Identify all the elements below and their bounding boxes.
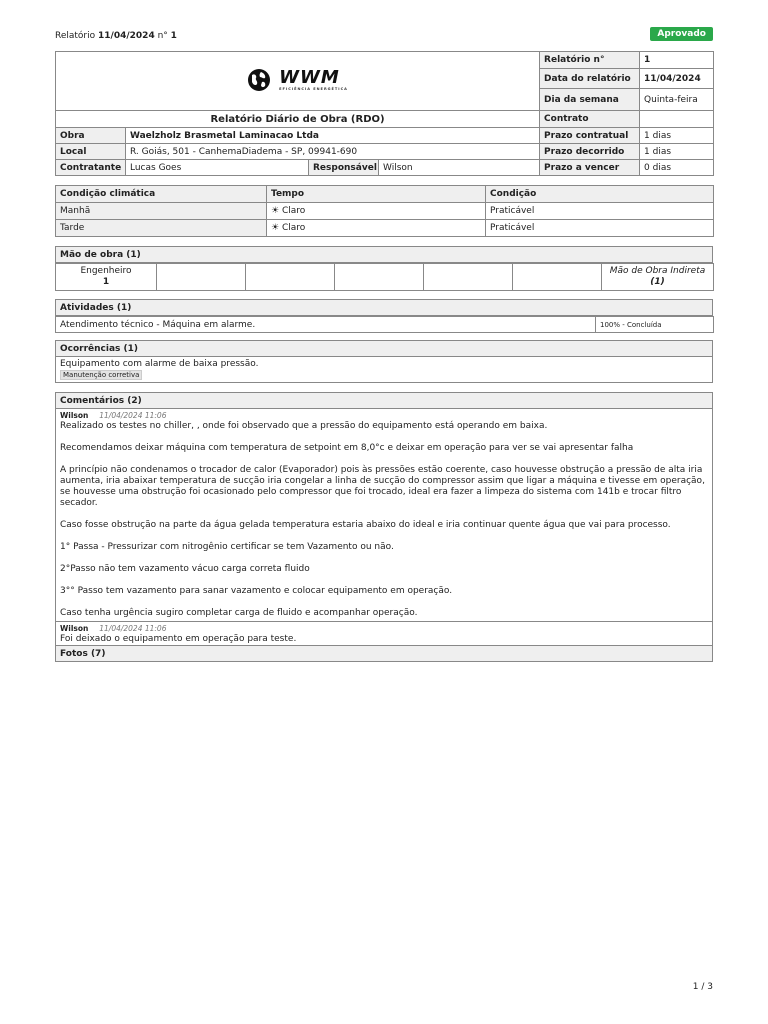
comment-paragraph: Caso tenha urgência sugiro completar carga de fluido e acompanhar operação. (60, 608, 418, 618)
info-value-data: 11/04/2024 (640, 69, 714, 89)
comment-paragraph: Caso fosse obstrução na parte da água gelada temperatura estaria abaixo do ideal e iria continuar quente água que vai para processo. (60, 520, 671, 530)
labor-indirect-label: Mão de Obra Indireta (609, 266, 706, 276)
labor-empty-cell (335, 264, 424, 291)
logo-name: WWM (279, 66, 340, 88)
labor-indirect-count: (1) (650, 277, 665, 287)
weather-condicao-afternoon: Praticável (486, 220, 714, 237)
contratante-value: Lucas Goes (126, 160, 309, 176)
report-title: Relatório Diário de Obra (RDO) (56, 111, 540, 128)
photos-section (55, 645, 713, 662)
obra-label: Obra (56, 128, 126, 144)
activities-title: Atividades (1) (55, 299, 713, 316)
activity-text: Atendimento técnico - Máquina em alarme. (56, 317, 596, 333)
header-number: 1 (170, 31, 177, 41)
header-prefix: Relatório (55, 31, 96, 41)
company-logo (247, 68, 348, 92)
comment-time: 11/04/2024 11:06 (99, 624, 167, 633)
weather-tempo-morning (267, 203, 486, 220)
occurrence-item (55, 357, 713, 383)
local-label: Local (56, 144, 126, 160)
weather-header-condicao-climatica: Condição climática (56, 186, 267, 203)
info-label-prazo-contratual: Prazo contratual (540, 128, 640, 144)
report-header-line (55, 31, 177, 41)
info-label-dia: Dia da semana (540, 89, 640, 111)
sun-icon: ☀ (271, 206, 280, 216)
activities-section (55, 299, 713, 333)
weather-tempo-afternoon-text: Claro (281, 223, 306, 233)
comment-item (55, 409, 713, 622)
info-label-relatorio: Relatório n° (540, 52, 640, 69)
comment-text (60, 634, 708, 645)
info-value-dia: Quinta-feira (640, 89, 714, 111)
weather-tempo-afternoon (267, 220, 486, 237)
comment-text (60, 421, 708, 619)
info-label-prazo-decorrido: Prazo decorrido (540, 144, 640, 160)
comment-author: Wilson (60, 624, 89, 633)
comment-time: 11/04/2024 11:06 (99, 411, 167, 420)
report-info-table (55, 51, 713, 176)
labor-indirect (602, 264, 714, 291)
info-label-data: Data do relatório (540, 69, 640, 89)
responsavel-label: Responsável (309, 160, 379, 176)
page-number: 1 / 3 (692, 982, 713, 992)
occurrence-tag: Manutenção corretiva (60, 370, 142, 380)
labor-item-engenheiro (56, 264, 157, 291)
activity-status: 100% - Concluída (596, 317, 714, 333)
contratante-label: Contratante (56, 160, 126, 176)
weather-header-condicao: Condição (486, 186, 714, 203)
logo-tagline: EFICIÊNCIA ENERGÉTICA (279, 86, 348, 91)
labor-section (55, 246, 713, 291)
labor-empty-cell (513, 264, 602, 291)
info-value-prazo-vencer: 0 dias (640, 160, 714, 176)
weather-table (55, 185, 713, 237)
comment-paragraph: 2°Passo não tem vazamento vácuo carga correta fluido (60, 564, 310, 574)
weather-condicao-morning: Praticável (486, 203, 714, 220)
info-value-relatorio: 1 (640, 52, 714, 69)
sun-icon: ☀ (271, 223, 280, 233)
info-value-prazo-contratual: 1 dias (640, 128, 714, 144)
comments-title: Comentários (2) (55, 392, 713, 409)
globe-icon (247, 68, 271, 92)
header-num-prefix: n° (157, 31, 168, 41)
obra-value: Waelzholz Brasmetal Laminacao Ltda (126, 128, 540, 144)
comment-paragraph: A princípio não condenamos o trocador de calor (Evaporador) pois às pressões estão coerente, caso houvesse obstrução a pressão de alta iria aumenta, iria abaixar temperatura de sucção iria congelar a linha de sucção do compressor assim que ligar a máquina e tivesse em operação, se houvesse uma obstrução foi ocasionado pelo compressor que foi trocado, ideal era fazer a limpeza do sistema com 141b e trocar filtro secador. (60, 465, 705, 508)
labor-role: Engenheiro (80, 266, 132, 276)
weather-period-afternoon: Tarde (56, 220, 267, 237)
local-value: R. Goiás, 501 - CanhemaDiadema - SP, 09941-690 (126, 144, 540, 160)
weather-tempo-morning-text: Claro (281, 206, 306, 216)
responsavel-value: Wilson (379, 160, 540, 176)
comment-author: Wilson (60, 411, 89, 420)
photos-title: Fotos (7) (55, 645, 713, 662)
labor-title: Mão de obra (1) (55, 246, 713, 263)
info-value-contrato (640, 111, 714, 128)
comment-paragraph: Realizado os testes no chiller, , onde foi observado que a pressão do equipamento está operando em baixa. (60, 421, 548, 431)
weather-period-morning: Manhã (56, 203, 267, 220)
labor-count: 1 (102, 277, 110, 287)
comments-section (55, 392, 713, 648)
labor-empty-cell (157, 264, 246, 291)
labor-empty-cell (246, 264, 335, 291)
comment-paragraph: 1° Passa - Pressurizar com nitrogênio certificar se tem Vazamento ou não. (60, 542, 394, 552)
comment-paragraph: Foi deixado o equipamento em operação para teste. (60, 634, 297, 644)
weather-header-tempo: Tempo (267, 186, 486, 203)
comment-paragraph: 3°° Passo tem vazamento para sanar vazamento e colocar equipamento em operação. (60, 586, 453, 596)
status-badge: Aprovado (650, 27, 713, 41)
occurrences-section (55, 340, 713, 383)
occurrence-text: Equipamento com alarme de baixa pressão. (60, 359, 259, 369)
info-value-prazo-decorrido: 1 dias (640, 144, 714, 160)
header-date: 11/04/2024 (98, 31, 155, 41)
info-label-contrato: Contrato (540, 111, 640, 128)
labor-empty-cell (424, 264, 513, 291)
info-label-prazo-vencer: Prazo a vencer (540, 160, 640, 176)
comment-paragraph: Recomendamos deixar máquina com temperatura de setpoint em 8,0°c e deixar em operação para ver se vai apresentar falha (60, 443, 634, 453)
occurrences-title: Ocorrências (1) (55, 340, 713, 357)
logo-cell (56, 52, 540, 111)
